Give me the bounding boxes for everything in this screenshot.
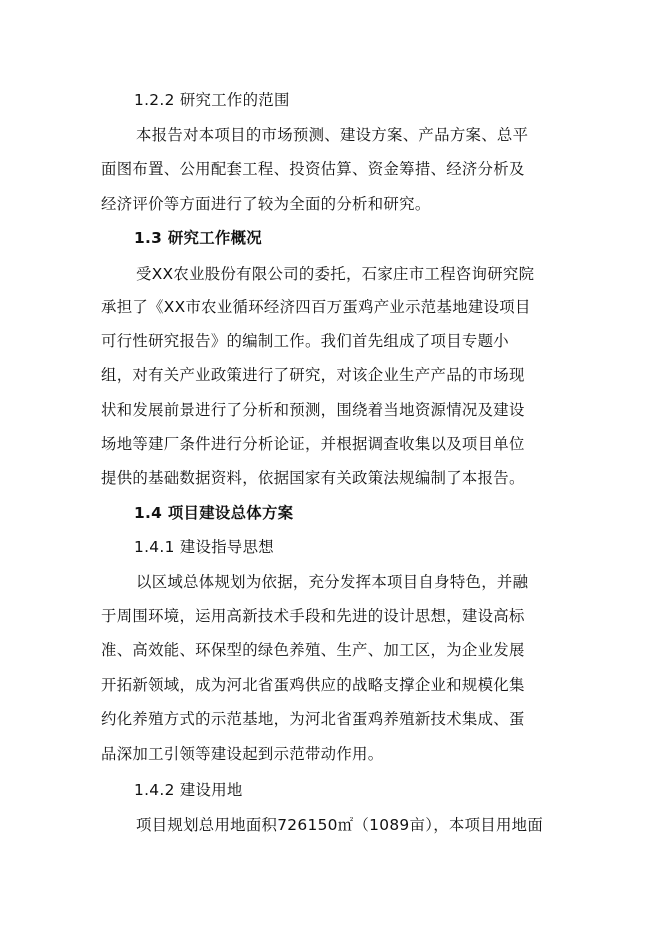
- paragraph-line: 提供的基础数据资料，依据国家有关政策法规编制了本报告。: [101, 469, 525, 487]
- paragraph-line: 开拓新领域，成为河北省蛋鸡供应的战略支撑企业和规模化集: [101, 676, 525, 694]
- section-heading-1-4-1: 1.4.1 建设指导思想: [134, 538, 274, 556]
- paragraph-line: 状和发展前景进行了分析和预测，围绕着当地资源情况及建设: [101, 401, 525, 419]
- section-heading-1-4: 1.4 项目建设总体方案: [134, 504, 294, 522]
- paragraph-line: 面图布置、公用配套工程、投资估算、资金筹措、经济分析及: [101, 160, 525, 178]
- section-heading-1-2-2: 1.2.2 研究工作的范围: [134, 91, 290, 109]
- paragraph-line: 承担了《XX市农业循环经济四百万蛋鸡产业示范基地建设项目: [101, 298, 531, 316]
- paragraph-line: 经济评价等方面进行了较为全面的分析和研究。: [101, 195, 431, 213]
- paragraph-line: 准、高效能、环保型的绿色养殖、生产、加工区，为企业发展: [101, 641, 525, 659]
- section-heading-1-3: 1.3 研究工作概况: [134, 229, 262, 247]
- paragraph-line: 场地等建厂条件进行分析论证，并根据调查收集以及项目单位: [101, 435, 525, 453]
- section-heading-1-4-2: 1.4.2 建设用地: [134, 781, 243, 799]
- paragraph-line: 可行性研究报告》的编制工作。我们首先组成了项目专题小: [101, 332, 509, 350]
- paragraph-line: 本报告对本项目的市场预测、建设方案、产品方案、总平: [136, 126, 529, 144]
- paragraph-line: 品深加工引领等建设起到示范带动作用。: [101, 745, 384, 763]
- paragraph-line: 约化养殖方式的示范基地，为河北省蛋鸡养殖新技术集成、蛋: [101, 710, 525, 728]
- paragraph-line: 组，对有关产业政策进行了研究，对该企业生产产品的市场现: [101, 366, 525, 384]
- paragraph-line: 于周围环境，运用高新技术手段和先进的设计思想，建设高标: [101, 607, 525, 625]
- paragraph-line: 受XX农业股份有限公司的委托，石家庄市工程咨询研究院: [136, 265, 535, 283]
- paragraph-line: 以区域总体规划为依据，充分发挥本项目自身特色，并融: [136, 573, 529, 591]
- paragraph-line: 项目规划总用地面积726150㎡（1089亩），本项目用地面: [136, 816, 544, 834]
